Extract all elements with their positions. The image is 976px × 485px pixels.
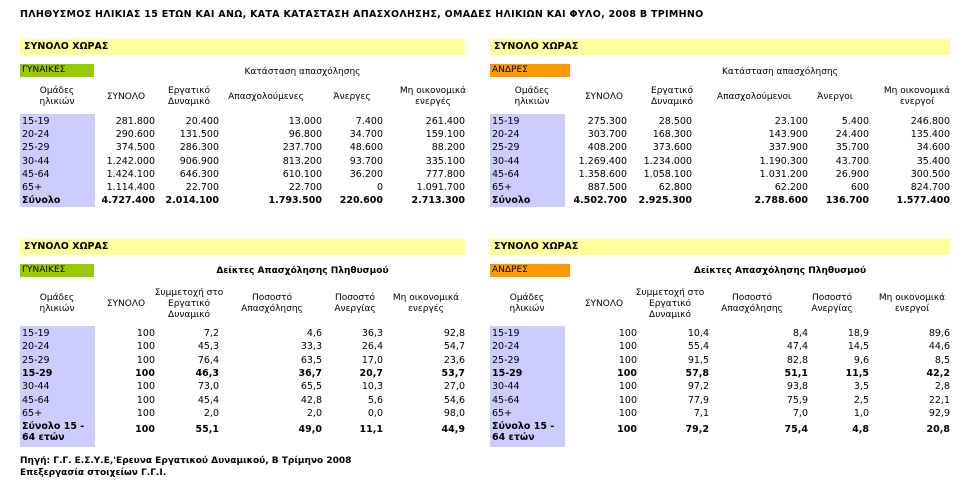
value-cell: 65,5	[300, 381, 322, 393]
value-cell: 91,5	[687, 354, 709, 366]
value-cell: 22,1	[928, 394, 950, 406]
age-group-cell: 15-29	[492, 367, 523, 379]
value-cell: 92,8	[443, 328, 465, 339]
value-cell: 303.700	[587, 129, 627, 141]
value-cell: 374.500	[115, 142, 155, 154]
table-row	[0, 115, 976, 128]
value-cell: 610.100	[282, 168, 322, 180]
value-cell: 14,5	[847, 341, 869, 353]
value-cell: 373.600	[652, 142, 692, 154]
value-cell: 275.300	[587, 116, 627, 127]
value-cell: 1.031.200	[759, 168, 808, 180]
value-cell: 1.114.400	[106, 182, 155, 193]
value-cell: 75,9	[786, 394, 808, 406]
age-group-cell: 30-44	[492, 381, 520, 393]
age-group-cell: 15-29	[22, 367, 53, 379]
age-group-cell: Σύνολο	[22, 195, 61, 207]
value-cell: 18,9	[847, 328, 869, 339]
value-cell: 131.500	[179, 129, 219, 141]
age-group-cell: Σύνολο	[492, 195, 531, 207]
table-row	[0, 340, 976, 353]
value-cell: 34.600	[916, 142, 950, 154]
age-group-cell: 15-19	[492, 328, 520, 339]
value-cell: 22.700	[288, 182, 322, 193]
value-cell: 28.500	[658, 116, 692, 127]
table-row	[0, 141, 976, 154]
column-header: Μη οικονομικά ενεργές	[399, 86, 467, 107]
value-cell: 335.100	[425, 155, 465, 167]
page-title: ΠΛΗΘΥΣΜΟΣ ΗΛΙΚΙΑΣ 15 ΕΤΩΝ ΚΑΙ ΑΝΩ, ΚΑΤΑ ΚΑΤΑΣΤΑΣΗ ΑΠΑΣΧΟΛΗΣΗΣ, ΟΜΑΔΕΣ ΗΛΙΚΙΩΝ ΚΑΙ ΦΥΛΟ, 2008 Β ΤΡΙΜΗΝΟ	[20, 9, 704, 20]
value-cell: 1.793.500	[268, 195, 322, 207]
value-cell: 100	[617, 424, 637, 436]
value-cell: 24.400	[835, 129, 869, 141]
value-cell: 906.900	[179, 155, 219, 167]
value-cell: 100	[135, 367, 155, 379]
value-cell: 3,5	[853, 381, 869, 393]
section-band-women-indices: ΣΥΝΟΛΟ ΧΩΡΑΣ	[20, 239, 465, 255]
value-cell: 1.577.400	[896, 195, 950, 207]
value-cell: 43.700	[835, 155, 869, 167]
value-cell: 1,0	[853, 407, 869, 419]
value-cell: 98,0	[443, 407, 465, 419]
value-cell: 220.600	[339, 195, 383, 207]
value-cell: 33,3	[300, 341, 322, 353]
value-cell: 4.502.700	[573, 195, 627, 207]
value-cell: 600	[850, 182, 869, 193]
value-cell: 63,5	[300, 354, 322, 366]
column-header: Μη οικονομικά ενεργοί	[878, 293, 946, 314]
value-cell: 2.014.100	[165, 195, 219, 207]
value-cell: 290.600	[115, 129, 155, 141]
value-cell: 10,3	[361, 381, 383, 393]
value-cell: 100	[136, 328, 155, 339]
age-group-cell: 45-64	[22, 394, 50, 406]
value-cell: 0,0	[367, 407, 383, 419]
age-group-cell: 45-64	[492, 394, 520, 406]
value-cell: 408.200	[587, 142, 627, 154]
table-row	[0, 327, 976, 340]
value-cell: 49,0	[298, 424, 322, 436]
value-cell: 23,6	[443, 354, 465, 366]
value-cell: 51,1	[784, 367, 808, 379]
value-cell: 100	[136, 341, 155, 353]
section-band-men-indices: ΣΥΝΟΛΟ ΧΩΡΑΣ	[490, 239, 950, 255]
sex-tag: ΓΥΝΑΙΚΕΣ	[20, 264, 94, 277]
table-row	[0, 407, 976, 420]
value-cell: 55,4	[687, 341, 709, 353]
value-cell: 261.400	[425, 116, 465, 127]
value-cell: 1.234.000	[643, 155, 692, 167]
age-group-cell: 15-19	[492, 116, 520, 127]
value-cell: 237.700	[282, 142, 322, 154]
table-row	[0, 354, 976, 367]
column-header: ΣΥΝΟΛΟ	[584, 298, 624, 309]
table-row	[0, 181, 976, 194]
age-group-cell: 20-24	[22, 341, 50, 353]
value-cell: 79,2	[685, 424, 709, 436]
value-cell: 2.713.300	[411, 195, 465, 207]
value-cell: 45,3	[197, 341, 219, 353]
value-cell: 96.800	[288, 129, 322, 141]
value-cell: 2,0	[306, 407, 322, 419]
value-cell: 48.600	[349, 142, 383, 154]
value-cell: 34.700	[349, 129, 383, 141]
section-band-women-status: ΣΥΝΟΛΟ ΧΩΡΑΣ	[20, 39, 465, 55]
age-group-cell: 65+	[492, 407, 513, 419]
age-group-cell: 25-29	[22, 142, 50, 154]
column-header: Συμμετοχή στο Εργατικό Δυναμικό	[635, 287, 705, 320]
sex-tag: ΓΥΝΑΙΚΕΣ	[20, 64, 94, 77]
value-cell: 5,6	[367, 394, 383, 406]
value-cell: 100	[617, 367, 637, 379]
column-header: Απασχολούμενες	[228, 91, 304, 102]
super-header: Δείκτες Απασχόλησης Πληθυσμού	[216, 266, 389, 276]
column-header: Ομάδες ηλικιών	[39, 86, 75, 107]
value-cell: 92,9	[928, 407, 950, 419]
table-row	[0, 394, 976, 407]
value-cell: 2,8	[934, 381, 950, 393]
value-cell: 13.000	[288, 116, 322, 127]
column-header: Άνεργοι	[817, 91, 853, 102]
value-cell: 1.424.100	[106, 168, 155, 180]
column-header: ΣΥΝΟΛΟ	[106, 298, 146, 309]
value-cell: 246.800	[910, 116, 950, 127]
value-cell: 20,8	[926, 424, 950, 436]
column-header: Ποσοστό Ανεργίας	[811, 293, 853, 314]
value-cell: 646.300	[179, 168, 219, 180]
value-cell: 36,3	[361, 328, 383, 339]
value-cell: 77,9	[687, 394, 709, 406]
value-cell: 82,8	[786, 354, 808, 366]
age-group-cell: 20-24	[492, 341, 520, 353]
value-cell: 45,4	[197, 394, 219, 406]
age-group-cell: 20-24	[492, 129, 520, 141]
value-cell: 36,7	[298, 367, 322, 379]
value-cell: 5.400	[841, 116, 869, 127]
value-cell: 7.400	[355, 116, 383, 127]
source-line: Πηγή: Γ.Γ. Ε.Σ.Υ.Ε,'Ερευνα Εργατικού Δυναμικού, Β Τρίμηνο 2008	[20, 456, 352, 466]
value-cell: 0	[376, 182, 383, 193]
age-group-cell: 25-29	[22, 354, 50, 366]
value-cell: 135.400	[910, 129, 950, 141]
column-header: ΣΥΝΟΛΟ	[584, 91, 624, 102]
value-cell: 17,0	[361, 354, 383, 366]
value-cell: 100	[618, 394, 637, 406]
sex-tag: ΑΝΔΡΕΣ	[490, 64, 570, 77]
value-cell: 44,6	[928, 341, 950, 353]
value-cell: 7,2	[203, 328, 219, 339]
age-group-cell: 15-19	[22, 116, 50, 127]
column-header: Άνεργες	[333, 91, 371, 102]
value-cell: 824.700	[910, 182, 950, 193]
value-cell: 281.800	[115, 116, 155, 127]
value-cell: 100	[618, 341, 637, 353]
super-header: Κατάσταση απασχόλησης	[244, 67, 361, 77]
value-cell: 100	[136, 354, 155, 366]
age-group-cell: 25-29	[492, 354, 520, 366]
value-cell: 4.727.400	[101, 195, 155, 207]
value-cell: 23.100	[774, 116, 808, 127]
value-cell: 100	[136, 381, 155, 393]
value-cell: 75,4	[784, 424, 808, 436]
value-cell: 53,7	[441, 367, 465, 379]
value-cell: 97,2	[687, 381, 709, 393]
value-cell: 2,0	[203, 407, 219, 419]
column-header: Ποσοστό Απασχόλησης	[721, 293, 783, 314]
value-cell: 300.500	[910, 168, 950, 180]
value-cell: 100	[618, 354, 637, 366]
value-cell: 337.900	[768, 142, 808, 154]
column-header: ΣΥΝΟΛΟ	[106, 91, 146, 102]
column-header: Απασχολούμενοι	[716, 91, 792, 102]
column-header: Ομάδες ηλικιών	[39, 293, 75, 314]
age-group-cell: 30-44	[22, 155, 50, 167]
value-cell: 11,1	[359, 424, 383, 436]
section-band-men-status: ΣΥΝΟΛΟ ΧΩΡΑΣ	[490, 39, 950, 55]
age-group-cell: 25-29	[492, 142, 520, 154]
value-cell: 42,8	[300, 394, 322, 406]
value-cell: 8,4	[792, 328, 808, 339]
value-cell: 1.190.300	[759, 155, 808, 167]
value-cell: 777.800	[425, 168, 465, 180]
value-cell: 168.300	[652, 129, 692, 141]
value-cell: 88.200	[431, 142, 465, 154]
age-group-cell: 15-19	[22, 328, 50, 339]
value-cell: 100	[618, 407, 637, 419]
age-group-cell: 20-24	[22, 129, 50, 141]
value-cell: 26,4	[361, 341, 383, 353]
table-row	[0, 155, 976, 168]
table-row	[0, 367, 976, 380]
value-cell: 93.700	[349, 155, 383, 167]
value-cell: 286.300	[179, 142, 219, 154]
column-header: Ποσοστό Απασχόλησης	[241, 293, 303, 314]
sex-tag: ΑΝΔΡΕΣ	[490, 264, 570, 277]
value-cell: 143.900	[768, 129, 808, 141]
column-header: Εργατικό Δυναμικό	[168, 86, 210, 107]
age-group-cell: 65+	[22, 182, 43, 193]
value-cell: 7,0	[792, 407, 808, 419]
value-cell: 1.058.100	[643, 168, 692, 180]
value-cell: 55,1	[195, 424, 219, 436]
age-group-cell: 30-44	[492, 155, 520, 167]
table-row	[0, 194, 976, 207]
value-cell: 35.700	[835, 142, 869, 154]
value-cell: 73,0	[197, 381, 219, 393]
table-row	[0, 420, 976, 447]
value-cell: 93,8	[786, 381, 808, 393]
source-note	[20, 455, 351, 479]
value-cell: 813.200	[282, 155, 322, 167]
value-cell: 100	[618, 328, 637, 339]
column-header: Εργατικό Δυναμικό	[651, 86, 693, 107]
table-row	[0, 380, 976, 393]
value-cell: 11,5	[845, 367, 869, 379]
age-group-cell: 65+	[22, 407, 43, 419]
value-cell: 100	[618, 381, 637, 393]
value-cell: 1.269.400	[578, 155, 627, 167]
value-cell: 9,6	[853, 354, 869, 366]
value-cell: 2,5	[853, 394, 869, 406]
column-header: Ομάδες ηλικιών	[509, 293, 545, 314]
column-header: Μη οικονομικά ενεργές	[392, 293, 460, 314]
value-cell: 10,4	[687, 328, 709, 339]
age-group-cell: 30-44	[22, 381, 50, 393]
value-cell: 2.788.600	[754, 195, 808, 207]
value-cell: 100	[135, 424, 155, 436]
value-cell: 89,6	[928, 328, 950, 339]
column-header: Μη οικονομικά ενεργοί	[883, 86, 951, 107]
age-group-cell: 45-64	[492, 168, 520, 180]
value-cell: 887.500	[587, 182, 627, 193]
value-cell: 54,6	[443, 394, 465, 406]
value-cell: 7,1	[693, 407, 709, 419]
column-header: Ομάδες ηλικιών	[514, 86, 550, 107]
value-cell: 54,7	[443, 341, 465, 353]
value-cell: 4,8	[852, 424, 869, 436]
value-cell: 46,3	[195, 367, 219, 379]
age-group-cell: Σύνολο 15 - 64 ετών	[22, 421, 85, 444]
age-group-cell: 45-64	[22, 168, 50, 180]
table-row	[0, 128, 976, 141]
value-cell: 1.242.000	[106, 155, 155, 167]
column-header: Ποσοστό Ανεργίας	[334, 293, 376, 314]
value-cell: 20.400	[185, 116, 219, 127]
value-cell: 100	[136, 394, 155, 406]
age-group-cell: 65+	[492, 182, 513, 193]
value-cell: 44,9	[441, 424, 465, 436]
value-cell: 26.900	[835, 168, 869, 180]
value-cell: 47,4	[786, 341, 808, 353]
super-header: Κατάσταση απασχόλησης	[722, 67, 838, 77]
value-cell: 27,0	[443, 381, 465, 393]
value-cell: 100	[136, 407, 155, 419]
value-cell: 159.100	[425, 129, 465, 141]
value-cell: 57,8	[685, 367, 709, 379]
super-header: Δείκτες Απασχόλησης Πληθυσμού	[693, 266, 867, 276]
value-cell: 62.800	[658, 182, 692, 193]
table-row	[0, 168, 976, 181]
processing-line: Επεξεργασία στοιχείων Γ.Γ.Ι.	[20, 468, 167, 478]
value-cell: 1.358.600	[578, 168, 627, 180]
column-header: Συμμετοχή στο Εργατικό Δυναμικό	[154, 287, 224, 320]
value-cell: 20,7	[359, 367, 383, 379]
value-cell: 2.925.300	[638, 195, 692, 207]
value-cell: 76,4	[197, 354, 219, 366]
value-cell: 36.200	[349, 168, 383, 180]
value-cell: 4,6	[306, 328, 322, 339]
value-cell: 22.700	[185, 182, 219, 193]
value-cell: 42,2	[926, 367, 950, 379]
value-cell: 136.700	[825, 195, 869, 207]
age-group-cell: Σύνολο 15 - 64 ετών	[492, 421, 555, 444]
value-cell: 35.400	[916, 155, 950, 167]
value-cell: 62.200	[774, 182, 808, 193]
value-cell: 1.091.700	[416, 182, 465, 193]
value-cell: 8,5	[934, 354, 950, 366]
